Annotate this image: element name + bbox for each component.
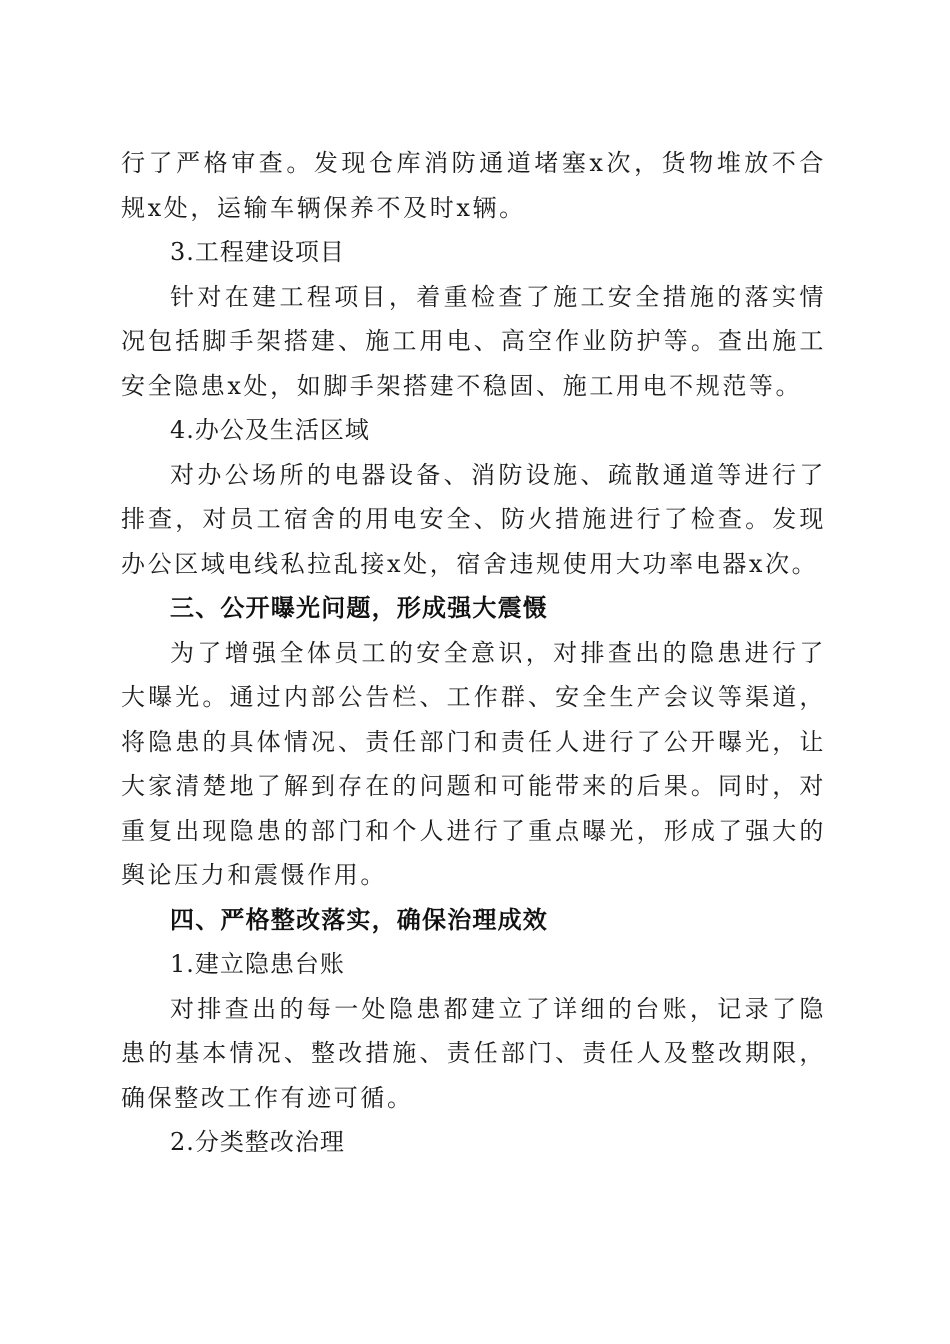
section-heading-exposure: 三、公开曝光问题，形成强大震慑 <box>170 594 548 622</box>
subheading-engineering-projects: 3.工程建设项目 <box>170 238 345 266</box>
paragraph-engineering: 针对在建工程项目，着重检查了施工安全措施的落实情况包括脚手架搭建、施工用电、高空作业防护等。查出施工安全隐患x处，如脚手架搭建不稳固、施工用电不规范等。 <box>121 282 826 400</box>
paragraph-continued: 行了严格审查。发现仓库消防通道堵塞x次，货物堆放不合规x处，运输车辆保养不及时x辆。 <box>121 149 826 222</box>
subheading-office-living-areas: 4.办公及生活区域 <box>170 416 370 444</box>
section-heading-rectification: 四、严格整改落实，确保治理成效 <box>170 905 548 934</box>
paragraph-office: 对办公场所的电器设备、消防设施、疏散通道等进行了排查，对员工宿舍的用电安全、防火措施进行了检查。发现办公区域电线私拉乱接x处，宿舍违规使用大功率电器x次。 <box>121 460 826 578</box>
subheading-hazard-ledger: 1.建立隐患台账 <box>170 950 345 978</box>
document-body <box>121 141 826 1165</box>
paragraph-exposure: 为了增强全体员工的安全意识，对排查出的隐患进行了大曝光。通过内部公告栏、工作群、安全生产会议等渠道，将隐患的具体情况、责任部门和责任人进行了公开曝光，让大家清楚地了解到存在的问题和可能带来的后果。同时，对重复出现隐患的部门和个人进行了重点曝光，形成了强大的舆论压力和震慑作用。 <box>121 638 826 889</box>
paragraph-ledger: 对排查出的每一处隐患都建立了详细的台账，记录了隐患的基本情况、整改措施、责任部门、责任人及整改期限，确保整改工作有迹可循。 <box>121 994 826 1112</box>
subheading-classified-rectification: 2.分类整改治理 <box>170 1128 345 1156</box>
